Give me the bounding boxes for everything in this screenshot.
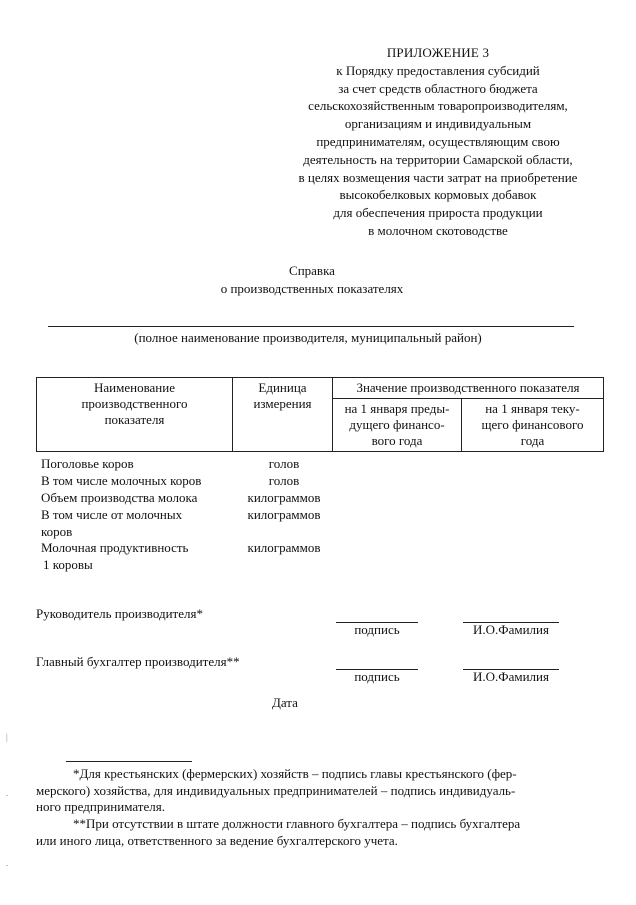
date-label: Дата [272, 695, 298, 710]
table-row-unit: килограммов [247, 507, 321, 522]
header-value: Значение производственного показателя [333, 378, 604, 399]
head-signature-caption: подпись [354, 622, 400, 637]
table-row-unit: килограммов [247, 540, 321, 555]
accountant-signature-label: Главный бухгалтер производителя** [36, 654, 240, 669]
footnote-separator [66, 761, 192, 762]
table-row-unit: голов [268, 456, 300, 471]
annex-line: к Порядку предоставления субсидий [336, 62, 540, 78]
annex-heading: ПРИЛОЖЕНИЕ 3 [386, 45, 490, 60]
table-row-label: В том числе от молочных коров [41, 507, 183, 539]
annex-line: сельскохозяйственным товаропроизводителям, [308, 98, 568, 114]
document-title: Справка [289, 263, 335, 278]
footnote-1: *Для крестьянских (фермерских) хозяйств – подпись главы крестьянского (фер- мерского) хозяйства, для индивидуальных предпринимателей – подпись индивидуаль- ного предпринимателя. [36, 766, 517, 814]
table-row-label: В том числе молочных коров [41, 473, 202, 488]
annex-line: за счет средств областного бюджета [338, 80, 538, 96]
table-row-label: Поголовье коров [41, 456, 134, 471]
annex-line: организациям и индивидуальным [344, 116, 532, 132]
annex-line: предпринимателям, осуществляющим свою [316, 133, 560, 149]
header-indicator: Наименование производственного показателя [37, 378, 233, 452]
annex-line: деятельность на территории Самарской области, [303, 151, 573, 167]
scan-speck: . [6, 788, 9, 798]
annex-line: в молочном скотоводстве [368, 222, 508, 238]
table-row-label: Объем производства молока [41, 490, 198, 505]
header-prev-year: на 1 января преды- дущего финансо- вого года [333, 399, 462, 452]
head-signature-label: Руководитель производителя* [36, 606, 203, 621]
accountant-signature-caption: подпись [354, 669, 400, 684]
accountant-name-caption: И.О.Фамилия [473, 669, 549, 684]
table-row-unit: килограммов [247, 490, 321, 505]
indicators-table [36, 377, 604, 452]
document-subtitle: о производственных показателях [220, 281, 404, 296]
table-row-unit: голов [268, 473, 300, 488]
table-row-label: Молочная продуктивность 1 коровы [41, 540, 189, 572]
annex-line: в целях возмещения части затрат на приобретение [298, 169, 578, 185]
head-name-caption: И.О.Фамилия [473, 622, 549, 637]
annex-line: высокобелковых кормовых добавок [339, 187, 537, 203]
footnote-2: **При отсутствии в штате должности главного бухгалтера – подпись бухгалтера или иного лица, ответственного за ведение бухгалтерского учета. [36, 816, 521, 848]
header-unit: Единица измерения [233, 378, 333, 452]
annex-block [270, 44, 606, 240]
producer-caption: (полное наименование производителя, муниципальный район) [134, 330, 482, 345]
header-curr-year: на 1 января теку- щего финансового года [462, 399, 604, 452]
scan-speck: | [6, 732, 8, 742]
producer-name-line [48, 326, 574, 327]
annex-line: для обеспечения прироста продукции [333, 205, 543, 221]
scan-speck: . [6, 858, 9, 868]
